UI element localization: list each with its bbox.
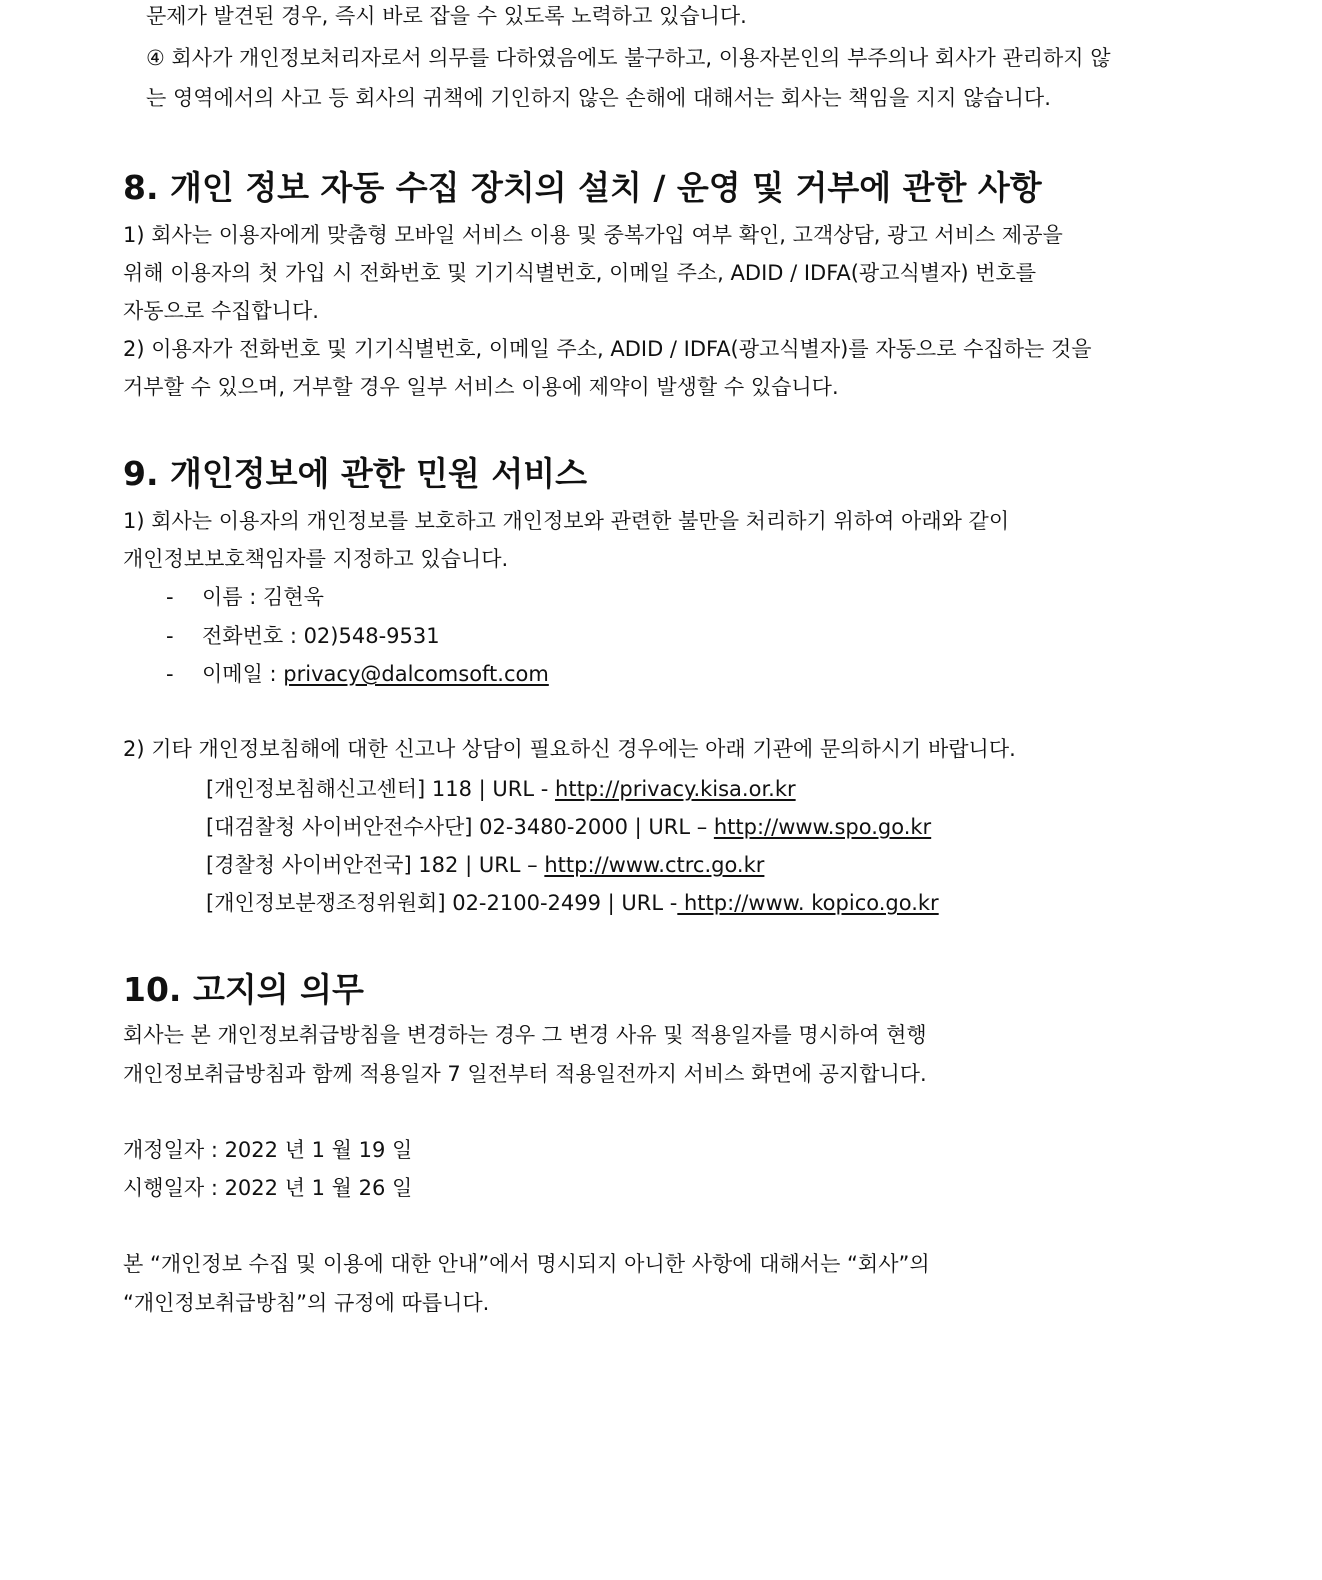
paragraph-line: ④ 회사가 개인정보처리자로서 의무를 다하였음에도 불구하고, 이용자본인의 부주의나 회사가 관리하지 않 bbox=[146, 46, 1111, 70]
paragraph-line: 개인정보보호책임자를 지정하고 있습니다. bbox=[123, 547, 509, 571]
list-item-name bbox=[166, 583, 324, 611]
bullet-dash: - bbox=[166, 585, 174, 609]
revised-date: 개정일자 : 2022 년 1 월 19 일 bbox=[123, 1138, 413, 1162]
agency-line bbox=[206, 889, 939, 917]
bullet-dash: - bbox=[166, 662, 174, 686]
paragraph-line: 1) 회사는 이용자의 개인정보를 보호하고 개인정보와 관련한 불만을 처리하기 위하여 아래와 같이 bbox=[123, 509, 1010, 533]
email-label: 이메일 : bbox=[202, 662, 284, 686]
paragraph-line: 2) 이용자가 전화번호 및 기기식별번호, 이메일 주소, ADID / IDFA(광고식별자)를 자동으로 수집하는 것을 bbox=[123, 337, 1092, 361]
agency-text: [경찰청 사이버안전국] 182 | URL – bbox=[206, 853, 545, 877]
paragraph-line: “개인정보취급방침”의 규정에 따릅니다. bbox=[123, 1291, 490, 1315]
paragraph-line: 1) 회사는 이용자에게 맞춤형 모바일 서비스 이용 및 중복가입 여부 확인, 고객상담, 광고 서비스 제공을 bbox=[123, 223, 1063, 247]
paragraph-line: 는 영역에서의 사고 등 회사의 귀책에 기인하지 않은 손해에 대해서는 회사는 책임을 지지 않습니다. bbox=[146, 86, 1051, 110]
list-item-phone bbox=[166, 622, 440, 650]
paragraph-line: 회사는 본 개인정보취급방침을 변경하는 경우 그 변경 사유 및 적용일자를 명시하여 현행 bbox=[123, 1023, 927, 1047]
paragraph-line: 거부할 수 있으며, 거부할 경우 일부 서비스 이용에 제약이 발생할 수 있습니다. bbox=[123, 375, 839, 399]
list-item-email bbox=[166, 660, 549, 688]
paragraph-line: 본 “개인정보 수집 및 이용에 대한 안내”에서 명시되지 아니한 사항에 대해서는 “회사”의 bbox=[123, 1252, 930, 1276]
bullet-dash: - bbox=[166, 624, 174, 648]
agency-url-link[interactable]: http://www.spo.go.kr bbox=[713, 815, 932, 839]
agency-text: [대검찰청 사이버안전수사단] 02-3480-2000 | URL – bbox=[206, 815, 714, 839]
officer-name: 이름 : 김현욱 bbox=[202, 585, 324, 609]
agency-url-link[interactable]: http://privacy.kisa.or.kr bbox=[555, 777, 796, 801]
agency-url-link[interactable]: http://www.ctrc.go.kr bbox=[544, 853, 765, 877]
agency-url-link[interactable]: http://www. kopico.go.kr bbox=[677, 891, 939, 915]
paragraph-line: 개인정보취급방침과 함께 적용일자 7 일전부터 적용일전까지 서비스 화면에 공지합니다. bbox=[123, 1062, 927, 1086]
agency-line bbox=[206, 851, 764, 879]
paragraph-line: 2) 기타 개인정보침해에 대한 신고나 상담이 필요하신 경우에는 아래 기관에 문의하시기 바랍니다. bbox=[123, 737, 1016, 761]
agency-text: [개인정보침해신고센터] 118 | URL - bbox=[206, 777, 556, 801]
email-link[interactable]: privacy@dalcomsoft.com bbox=[283, 662, 549, 686]
section-9-heading: 9. 개인정보에 관한 민원 서비스 bbox=[123, 454, 587, 493]
paragraph-line: 위해 이용자의 첫 가입 시 전화번호 및 기기식별번호, 이메일 주소, ADID / IDFA(광고식별자) 번호를 bbox=[123, 261, 1037, 285]
agency-text: [개인정보분쟁조정위원회] 02-2100-2499 | URL - bbox=[206, 891, 678, 915]
agency-line bbox=[206, 813, 931, 841]
agency-line bbox=[206, 775, 796, 803]
paragraph-line: 자동으로 수집합니다. bbox=[123, 299, 319, 323]
section-8-heading: 8. 개인 정보 자동 수집 장치의 설치 / 운영 및 거부에 관한 사항 bbox=[123, 168, 1042, 207]
paragraph-line: 문제가 발견된 경우, 즉시 바로 잡을 수 있도록 노력하고 있습니다. bbox=[146, 4, 747, 28]
section-10-heading: 10. 고지의 의무 bbox=[123, 970, 364, 1009]
effective-date: 시행일자 : 2022 년 1 월 26 일 bbox=[123, 1176, 413, 1200]
officer-phone: 전화번호 : 02)548-9531 bbox=[202, 624, 440, 648]
